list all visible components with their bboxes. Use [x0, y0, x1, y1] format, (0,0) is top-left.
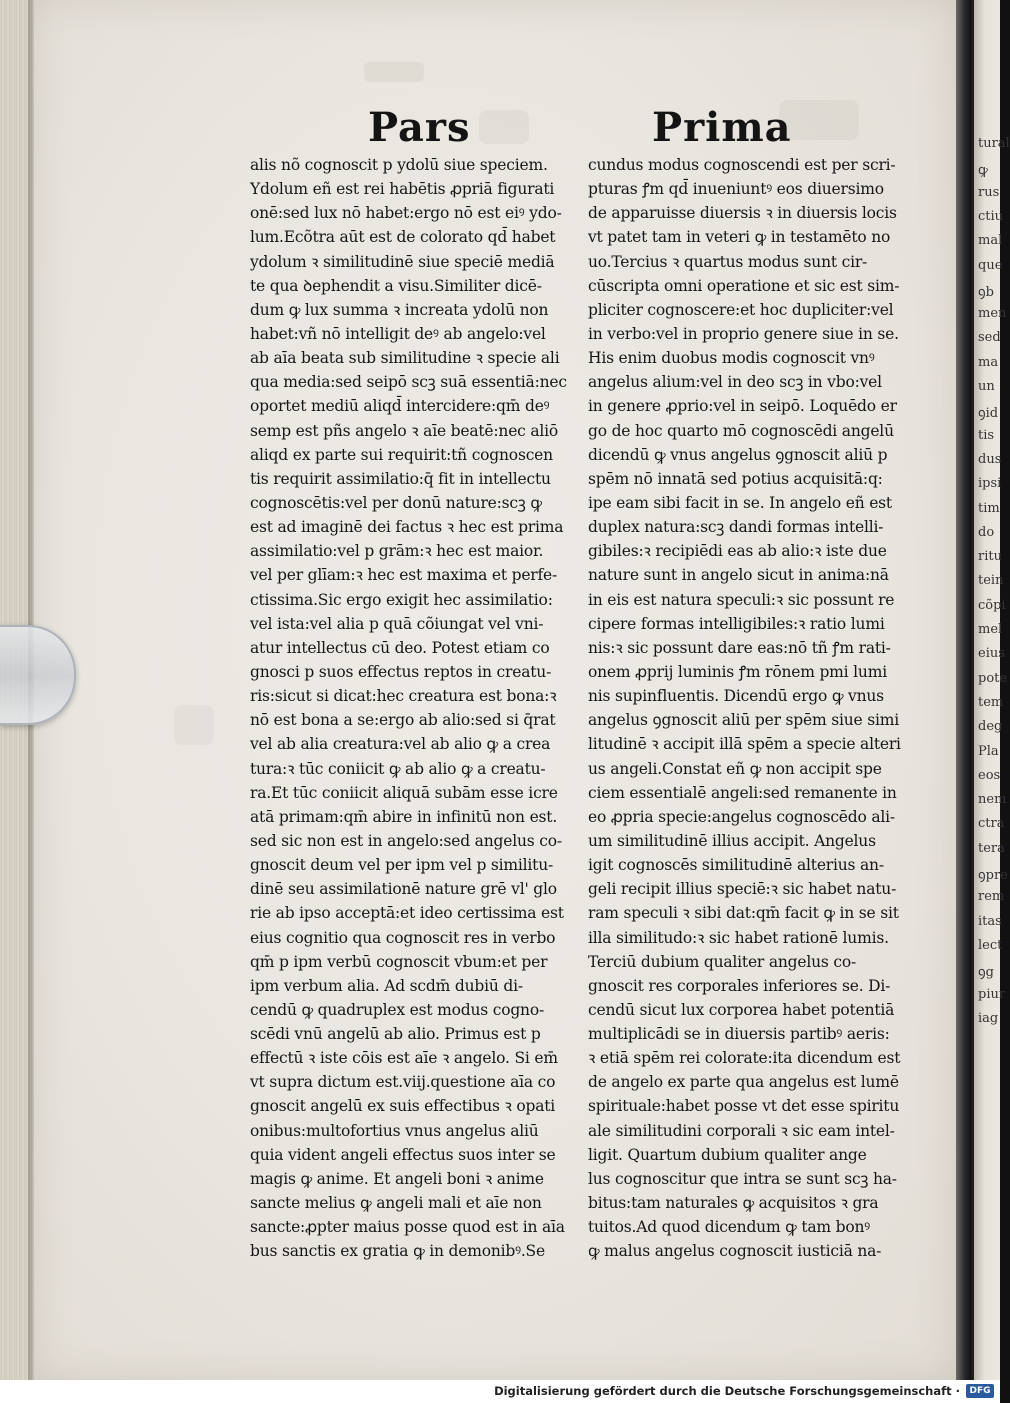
- text-line: ciem essentialē angeli:sed remanente in: [588, 783, 897, 802]
- next-page-line: tein: [978, 573, 1004, 589]
- text-line: bitus:tam naturales ꝙ acquisitos ꝛ gra: [588, 1194, 879, 1213]
- next-page-line: eius: [978, 646, 1005, 662]
- next-page-line: tis: [978, 427, 995, 443]
- text-line: de apparuisse diuersis ꝛ in diuersis locis: [588, 204, 897, 223]
- next-page-line: tim: [978, 500, 1000, 516]
- text-column-left: [250, 153, 572, 1263]
- next-page-line: ꝯpre: [978, 868, 1008, 883]
- text-line: cipere formas intelligibiles:ꝛ ratio lumi: [588, 614, 885, 633]
- text-line: um similitudinē illius accipit. Angelus: [588, 831, 876, 850]
- next-page-line: mel: [978, 622, 1003, 637]
- text-line: effectū ꝛ iste cōis est aīe ꝛ angelo. Si em̄: [250, 1049, 558, 1068]
- text-line: est ad imaginē dei factus ꝛ hec est prima: [250, 518, 564, 537]
- text-line: habet:vñ nō intelligit deꝰ ab angelo:vel: [250, 324, 546, 343]
- text-line: de angelo ex parte qua angelus est lumē: [588, 1073, 899, 1092]
- text-line: onē:sed lux nō habet:ergo nō est eiꝰ ydo-: [250, 204, 562, 223]
- text-line: spirituale:habet posse vt det esse spiritu: [588, 1097, 900, 1116]
- text-line: lus cognoscitur que intra se sunt scꝫ ha-: [588, 1169, 897, 1188]
- text-line: quia vident angeli effectus suos inter se: [250, 1145, 556, 1164]
- text-line: rie ab ipso acceptā:et ideo certissima est: [250, 904, 564, 923]
- footer-bar: [0, 1380, 1000, 1403]
- next-page-line: ipsi: [978, 476, 1002, 492]
- text-line: onibus:multofortius vnus angelus aliū: [250, 1121, 539, 1140]
- text-line: Terciū dubium qualiter angelus co-: [588, 952, 857, 971]
- text-line: pturas ꝭm qd̄ inueniuntꝰ eos diuersimo: [588, 180, 884, 199]
- bleed-through-mark: [364, 62, 424, 82]
- text-line: ipe eam sibi facit in se. In angelo eñ est: [588, 493, 892, 512]
- text-line: nature sunt in angelo sicut in anima:nā: [588, 566, 889, 585]
- next-page-line: ritu: [978, 549, 1002, 565]
- next-page-line: que: [978, 257, 1003, 273]
- next-page-line: piur: [978, 986, 1006, 1002]
- text-line: uo.Tercius ꝛ quartus modus sunt cir-: [588, 252, 868, 271]
- bleed-through-mark: [479, 110, 529, 144]
- text-line: in verbo:vel in proprio genere siue in se.: [588, 324, 899, 343]
- next-page-line: lect: [978, 937, 1003, 953]
- text-line: in eis est natura speculi:ꝛ sic possunt re: [588, 590, 895, 609]
- text-line: pliciter cognoscere:et hoc dupliciter:vel: [588, 300, 894, 319]
- text-line: geli recipit illius speciē:ꝛ sic habet natu-: [588, 880, 897, 899]
- text-line: duplex natura:scꝫ dandi formas intelli-: [588, 518, 884, 537]
- text-line: ipm verbum alia. Ad scdm̄ dubiū di-: [250, 976, 523, 995]
- text-line: nis supinfluentis. Dicendū ergo ꝙ vnus: [588, 687, 884, 706]
- text-line: vt patet tam in veteri ꝙ in testamēto no: [588, 228, 891, 247]
- next-page-line: men: [978, 306, 1007, 322]
- text-line: vel ab alia creatura:vel ab alio ꝙ a crea: [250, 735, 551, 754]
- text-line: tuitos.Ad quod dicendum ꝙ tam bonꝰ: [588, 1218, 871, 1237]
- text-line: tura:ꝛ tūc coniicit ꝙ ab alio ꝙ a creatu-: [250, 759, 546, 778]
- text-line: ram speculi ꝛ sibi dat:qm̄ facit ꝙ in se sit: [588, 904, 899, 923]
- text-column-right: [588, 153, 918, 1263]
- next-page-line: Pla: [978, 743, 999, 759]
- text-line: us angeli.Constat eñ ꝙ non accipit spe: [588, 759, 882, 778]
- text-line: ale similitudini corporali ꝛ sic eam intel-: [588, 1121, 895, 1140]
- text-line: magis ꝙ anime. Et angeli boni ꝛ anime: [250, 1169, 544, 1188]
- text-line: cendū ꝙ quadruplex est modus cogno-: [250, 1000, 545, 1019]
- next-page-line: ꝯid: [978, 406, 999, 422]
- text-line: vel per glīam:ꝛ hec est maxima et perfe-: [250, 566, 558, 585]
- running-header-right: Prima: [652, 104, 792, 151]
- dfg-logo-icon: DFG: [966, 1384, 994, 1398]
- text-line: semp est pñs angelo ꝛ aīe beatē:nec aliō: [250, 421, 559, 440]
- text-line: lum.Ecõtra aūt est de colorato qd̄ habet: [250, 228, 556, 247]
- next-page-line: ctiu: [978, 208, 1004, 224]
- text-line: dinē seu assimilationē nature grē vl' glo: [250, 880, 557, 899]
- text-line: gnoscit angelū ex suis effectibus ꝛ opati: [250, 1097, 556, 1116]
- text-line: ydolum ꝛ similitudinē siue speciē mediā: [250, 252, 555, 271]
- text-line: sancte melius ꝙ angeli mali et aīe non: [250, 1194, 542, 1213]
- text-line: atur intellectus cū deo. Potest etiam co: [250, 638, 550, 657]
- text-line: scēdi vnū angelū ab alio. Primus est p: [250, 1025, 541, 1044]
- next-page-line: mal: [978, 233, 1003, 249]
- next-page-line: un: [978, 379, 995, 394]
- next-page-line: cõpi: [978, 597, 1006, 613]
- text-line: go de hoc quarto mō cognoscēdi angelū: [588, 421, 894, 440]
- text-line: ab aīa beata sub similitudine ꝛ specie ali: [250, 349, 560, 368]
- next-page-line: ꝙ: [978, 163, 988, 179]
- text-line: ꝛ etiā spēm rei colorate:ita dicendum est: [588, 1049, 901, 1068]
- text-line: sed sic non est in angelo:sed angelus co-: [250, 831, 562, 850]
- next-page-line: rem: [978, 889, 1005, 905]
- next-page-line: ctra: [978, 816, 1005, 832]
- text-line: ra.Et tūc coniicit aliquā subām esse icre: [250, 783, 558, 802]
- text-line: tis requirit assimilatio:q̄ fit in intellectu: [250, 469, 551, 488]
- next-page-fragment: [974, 0, 1010, 1380]
- text-line: eo ꝓpria specie:angelus cognoscēdo ali-: [588, 807, 895, 826]
- text-line: igit cognoscēs similitudinē alterius an-: [588, 856, 884, 875]
- text-line: bus sanctis ex gratia ꝙ in demonibꝰ.Se: [250, 1242, 545, 1261]
- bleed-through-mark: [174, 705, 214, 745]
- text-line: ꝙ malus angelus cognoscit iusticiā na-: [588, 1242, 882, 1261]
- next-page-line: sed: [978, 330, 1001, 346]
- text-line: gnoscit deum vel per ipm vel p similitu-: [250, 856, 554, 875]
- text-line: onem ꝓprij luminis ꝭm rōnem pmi lumi: [588, 662, 887, 681]
- next-page-line: iag: [978, 1010, 999, 1026]
- text-line: oportet mediū aliqd̄ intercidere:qm̄ deꝰ: [250, 397, 550, 416]
- text-line: qm̄ p ipm verbū cognoscit vbum:et per: [250, 952, 548, 971]
- text-line: gnosci p suos effectus reptos in creatu-: [250, 662, 552, 681]
- text-line: spēm nō innatā sed potius acquisitā:q:: [588, 469, 883, 488]
- text-line: Ydolum eñ est rei habētis ꝓpriā figurati: [250, 180, 555, 199]
- text-line: vt supra dictum est.viij.questione aīa co: [250, 1073, 556, 1092]
- next-page-line: dus: [978, 451, 1002, 467]
- text-line: dum ꝙ lux summa ꝛ increata ydolū non: [250, 300, 549, 319]
- next-page-line: tera: [978, 840, 1005, 856]
- text-line: angelus alium:vel in deo scꝫ in vbo:vel: [588, 373, 882, 392]
- text-line: dicendū ꝙ vnus angelus ꝯgnoscit aliū p: [588, 445, 888, 464]
- next-page-line: do: [978, 524, 995, 540]
- text-line: vel ista:vel alia p quā cõiungat vel vni-: [250, 614, 544, 633]
- text-line: ris:sicut si dicat:hec creatura est bona:ꝛ: [250, 687, 557, 706]
- text-line: aliqd ex parte sui requirit:tñ cognoscen: [250, 445, 553, 464]
- next-page-line: deg: [978, 719, 1003, 735]
- next-page-line: pote: [978, 670, 1008, 686]
- next-page-line: tural: [978, 136, 1010, 151]
- next-page-line: ꝯb: [978, 284, 994, 300]
- text-line: nis:ꝛ sic possunt dare eas:nō tñ ꝭm rati-: [588, 638, 891, 657]
- text-line: multiplicādi se in diuersis partibꝰ aeris:: [588, 1025, 890, 1044]
- text-line: gibiles:ꝛ recipiēdi eas ab alio:ꝛ iste due: [588, 542, 887, 561]
- text-line: His enim duobus modis cognoscit vnꝰ: [588, 349, 875, 368]
- text-line: atā primam:qm̄ abire in infinitū non est.: [250, 807, 558, 826]
- text-line: nō est bona a se:ergo ab alio:sed si q̄rat: [250, 711, 556, 730]
- next-page-line: ꝯg: [978, 965, 994, 981]
- text-line: cundus modus cognoscendi est per scri-: [588, 156, 896, 174]
- next-page-line: eos: [978, 767, 1001, 783]
- text-line: assimilatio:vel p grām:ꝛ hec est maior.: [250, 542, 544, 561]
- next-page-line: tem: [978, 694, 1004, 710]
- text-line: sancte:ꝓpter maius posse quod est in aīa: [250, 1218, 565, 1237]
- text-line: ligit. Quartum dubium qualiter ange: [588, 1145, 867, 1164]
- text-line: te qua ꝺephendit a visu.Similiter dicē-: [250, 276, 542, 295]
- text-line: eius cognitio qua cognoscit res in verbo: [250, 928, 556, 947]
- text-line: qua media:sed seipō scꝫ suā essentiā:nec: [250, 373, 567, 392]
- text-line: gnoscit res corporales inferiores se. Di-: [588, 976, 891, 995]
- text-line: cognoscētis:vel per donū nature:scꝫ ꝙ: [250, 493, 542, 512]
- text-line: cūscripta omni operatione et sic est sim-: [588, 276, 900, 295]
- text-line: alis nõ cognoscit p ydolū siue speciem.: [250, 156, 548, 174]
- next-page-line: itas: [978, 913, 1002, 929]
- next-page-line: ma: [978, 354, 999, 370]
- text-line: angelus ꝯgnoscit aliū per spēm siue simi: [588, 711, 899, 730]
- text-line: ctissima.Sic ergo exigit hec assimilatio:: [250, 590, 553, 609]
- text-line: in genere ꝓprio:vel in seipō. Loquēdo er: [588, 397, 897, 416]
- text-line: illa similitudo:ꝛ sic habet rationē lumis.: [588, 928, 889, 947]
- text-line: cendū sicut lux corporea habet potentiā: [588, 1000, 895, 1019]
- next-page-line: rus: [978, 184, 1000, 200]
- running-header-left: Pars: [368, 104, 471, 151]
- text-line: litudinē ꝛ accipit illā spēm a specie alteri: [588, 735, 901, 754]
- next-page-line: nem: [978, 792, 1007, 808]
- funding-credit: Digitalisierung gefördert durch die Deutsche Forschungsgemeinschaft ·: [494, 1384, 960, 1398]
